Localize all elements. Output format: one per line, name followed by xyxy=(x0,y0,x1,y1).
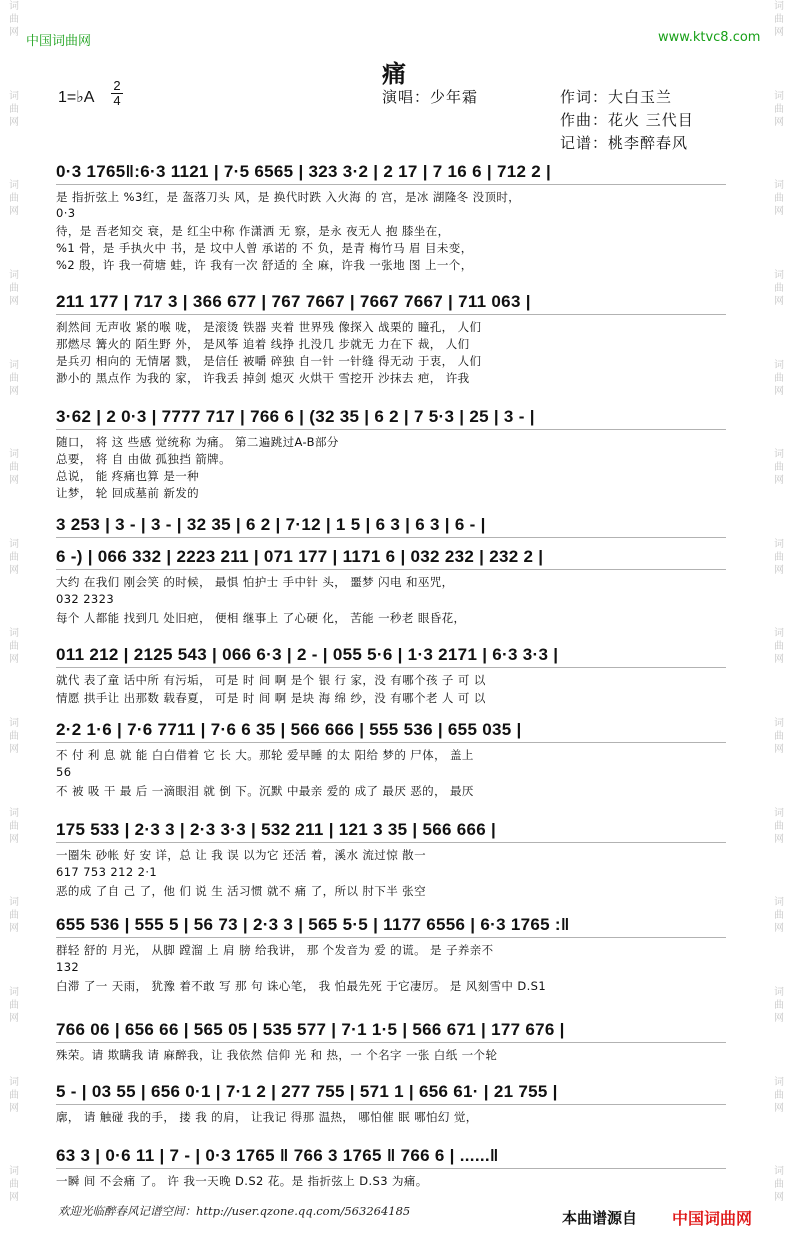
lyric-line: 渺小的 黑点作 为我的 家， 许我丢 掉剑 熄灭 火烘干 雪挖开 沙抹去 疤， 许我 xyxy=(56,371,470,385)
underline-beam xyxy=(56,537,726,538)
notation-row: 63 3 | 0·6 11 | 7 - | 0·3 1765 ‖ 766 3 1765 ‖ 766 6 | ......‖ xyxy=(56,1146,499,1165)
key-signature: 1=♭A xyxy=(58,89,95,106)
notation-row: 011 212 | 2125 543 | 066 6·3 | 2 - | 055 5·6 | 1·3 2171 | 6·3 3·3 | xyxy=(56,645,559,664)
watermark-char: 词 xyxy=(774,628,784,640)
watermark-char: 网 xyxy=(9,295,19,307)
underline-beam xyxy=(56,1042,726,1043)
song-title: 痛 xyxy=(382,59,406,88)
lyric-line: 56 xyxy=(56,765,72,779)
watermark-char: 词 xyxy=(774,1,784,12)
watermark-char: 曲 xyxy=(9,462,19,474)
watermark-char: 曲 xyxy=(9,641,19,653)
notation-row: 3 253 | 3 - | 3 - | 32 35 | 6 2 | 7·12 | 1 5 | 6 3 | 6 3 | 6 - | xyxy=(56,515,486,534)
watermark-char: 网 xyxy=(774,1013,784,1025)
watermark-char: 词 xyxy=(9,269,19,281)
watermark-char: 网 xyxy=(9,1013,19,1025)
watermark-char: 词 xyxy=(9,180,19,192)
watermark-char: 网 xyxy=(9,1102,19,1114)
watermark-char: 曲 xyxy=(9,1179,19,1191)
lyric-line: 白滞 了一 天雨， 犹豫 着不敢 写 那 句 诛心笔， 我 怕最先死 于它凄厉。 是 风刻雪中 D.S1 xyxy=(56,979,547,993)
lyric-line: 刹然间 无声收 紧的喉 咙， 是滚烫 铁器 夹着 世界残 像探入 战栗的 瞳孔， 人们 xyxy=(56,320,482,334)
watermark-char: 曲 xyxy=(774,103,784,115)
lyric-line: 情愿 拱手让 出那数 载春夏， 可是 时 间 啊 是块 海 绵 纱，没 有哪个老 人 可 以 xyxy=(56,691,486,705)
watermark-char: 曲 xyxy=(9,1000,19,1012)
watermark-char: 曲 xyxy=(9,282,19,294)
watermark-char: 曲 xyxy=(774,820,784,832)
watermark-char: 网 xyxy=(9,475,19,487)
watermark-char: 网 xyxy=(774,385,784,397)
watermark-char: 词 xyxy=(774,449,784,461)
underline-beam xyxy=(56,184,726,185)
watermark-char: 网 xyxy=(9,27,19,38)
time-sig-top: 2 xyxy=(113,78,121,93)
lyric-line: 0·3 xyxy=(56,206,76,220)
singer: 演唱：少年霜 xyxy=(382,88,479,106)
watermark-char: 曲 xyxy=(774,1179,784,1191)
watermark-char: 网 xyxy=(774,833,784,845)
watermark-char: 词 xyxy=(9,538,19,550)
watermark-char: 网 xyxy=(774,295,784,307)
watermark-char: 曲 xyxy=(774,1089,784,1101)
lyric-line: 随口， 将 这 些感 觉统称 为痛。 第二遍跳过A-B部分 xyxy=(56,435,339,449)
watermark-char: 词 xyxy=(9,897,19,909)
watermark-char: 曲 xyxy=(774,14,784,25)
notation-row: 6 -) | 066 332 | 2223 211 | 071 177 | 1171 6 | 032 232 | 232 2 | xyxy=(56,547,544,566)
watermark-char: 曲 xyxy=(774,193,784,205)
watermark-char: 曲 xyxy=(9,103,19,115)
underline-beam xyxy=(56,667,726,668)
notation-row: 2·2 1·6 | 7·6 7711 | 7·6 6 35 | 566 666 | 555 536 | 655 035 | xyxy=(56,720,522,739)
notation-row: 211 177 | 717 3 | 366 677 | 767 7667 | 7667 7667 | 711 063 | xyxy=(56,292,531,311)
right-watermark-column xyxy=(767,0,791,1255)
watermark-char: 曲 xyxy=(774,641,784,653)
lyric-line: 殊荣。请 欺瞒我 请 麻醉我，让 我依然 信仰 光 和 热，一 个名字 一张 白纸 一个轮 xyxy=(56,1048,498,1062)
lyric-line: 那燃尽 篝火的 陌生野 外， 是风筝 追着 线挣 扎没几 步就无 力在下 裁， 人们 xyxy=(56,337,470,351)
lyric-line: %2 殷，许 我一荷塘 蛙，许 我有一次 舒适的 全 麻，许我 一张地 图 上一个， xyxy=(56,258,473,272)
watermark-char: 曲 xyxy=(9,193,19,205)
watermark-char: 词 xyxy=(9,987,19,999)
lyric-line: 是兵刃 相向的 无情屠 戮， 是信任 被嚼 碎独 自一针 一针缝 得无动 于衷， 人们 xyxy=(56,354,482,368)
watermark-char: 网 xyxy=(9,385,19,397)
site-name-left: 中国词曲网 xyxy=(26,34,92,49)
watermark-char: 词 xyxy=(9,718,19,730)
watermark-char: 网 xyxy=(9,923,19,935)
lyric-line: 就代 表了童 话中所 有污垢， 可是 时 间 啊 是个 银 行 家，没 有哪个孩 子 可 以 xyxy=(56,673,486,687)
watermark-char: 网 xyxy=(774,1102,784,1114)
watermark-char: 网 xyxy=(9,1192,19,1204)
watermark-char: 曲 xyxy=(9,731,19,743)
underline-beam xyxy=(56,429,726,430)
watermark-char: 网 xyxy=(774,923,784,935)
site-url-right: www.ktvc8.com xyxy=(658,30,761,45)
lyric-line: 617 753 212 2·1 xyxy=(56,865,158,879)
watermark-char: 网 xyxy=(9,206,19,218)
watermark-char: 曲 xyxy=(774,731,784,743)
watermark-char: 网 xyxy=(9,833,19,845)
lyric-line: 恶的成 了自 己 了，他 们 说 生 活习惯 就不 痛 了，所以 肘下半 张空 xyxy=(56,884,426,898)
watermark-char: 词 xyxy=(9,359,19,371)
watermark-char: 网 xyxy=(9,744,19,756)
watermark-char: 词 xyxy=(774,897,784,909)
source-label: 本曲谱源自 xyxy=(562,1209,638,1227)
watermark-char: 词 xyxy=(774,1166,784,1178)
underline-beam xyxy=(56,569,726,570)
watermark-char: 网 xyxy=(774,744,784,756)
lyric-line: 廓， 请 触碰 我的手， 搂 我 的肩， 让我记 得那 温热， 哪怕催 眠 哪怕幻 觉， xyxy=(56,1110,478,1124)
lyric-line: 总要， 将 自 由做 孤独挡 箭牌。 xyxy=(56,452,231,466)
time-signature xyxy=(110,80,124,107)
notation-row: 5 - | 03 55 | 656 0·1 | 7·1 2 | 277 755 | 571 1 | 656 61· | 21 755 | xyxy=(56,1082,558,1101)
watermark-char: 词 xyxy=(9,628,19,640)
watermark-char: 曲 xyxy=(9,910,19,922)
watermark-char: 网 xyxy=(774,27,784,38)
notation-row: 766 06 | 656 66 | 565 05 | 535 577 | 7·1 1·5 | 566 671 | 177 676 | xyxy=(56,1020,565,1039)
watermark-char: 网 xyxy=(9,654,19,666)
watermark-char: 曲 xyxy=(774,462,784,474)
watermark-char: 曲 xyxy=(9,820,19,832)
lyric-line: 总说， 能 疼痛也算 是一种 xyxy=(56,469,200,483)
source-site: 中国词曲网 xyxy=(672,1209,753,1228)
watermark-char: 网 xyxy=(774,206,784,218)
underline-beam xyxy=(56,937,726,938)
watermark-char: 词 xyxy=(774,987,784,999)
lyric-line: %1 骨，是 手执火中 书，是 坟中人曾 承诺的 不 负，是青 梅竹马 眉 目未变， xyxy=(56,241,473,255)
lyric-line: 032 2323 xyxy=(56,592,115,606)
notation-row: 3·62 | 2 0·3 | 7777 717 | 766 6 | (32 35 | 6 2 | 7 5·3 | 25 | 3 - | xyxy=(56,407,535,426)
underline-beam xyxy=(56,314,726,315)
watermark-char: 曲 xyxy=(774,372,784,384)
watermark-char: 曲 xyxy=(9,372,19,384)
watermark-char: 词 xyxy=(9,90,19,102)
watermark-char: 曲 xyxy=(774,1000,784,1012)
lyric-line: 每个 人都能 找到几 处旧疤， 便相 继事上 了心硬 化， 苦能 一秒老 眼昏花， xyxy=(56,611,466,625)
lyric-line: 群轻 舒的 月光， 从脚 蹚溜 上 肩 膀 给我讲， 那 个发音为 爱 的谎。 是 子养亲不 xyxy=(56,943,494,957)
underline-beam xyxy=(56,842,726,843)
watermark-char: 曲 xyxy=(774,910,784,922)
watermark-char: 曲 xyxy=(9,1089,19,1101)
watermark-char: 曲 xyxy=(774,551,784,563)
watermark-char: 网 xyxy=(774,654,784,666)
notation-row: 655 536 | 555 5 | 56 73 | 2·3 3 | 565 5·5 | 1177 6556 | 6·3 1765 :‖ xyxy=(56,915,570,934)
watermark-char: 词 xyxy=(774,90,784,102)
lyricist: 作词：大白玉兰 xyxy=(560,88,673,106)
lyric-line: 不 付 利 息 就 能 白白借着 它 长 大。那轮 爱早睡 的太 阳给 梦的 尸体， 盖上 xyxy=(56,748,474,762)
watermark-char: 词 xyxy=(774,359,784,371)
lyric-line: 不 被 吸 干 最 后 一滴眼泪 就 倒 下。沉默 中最亲 爱的 成了 最厌 恶的， 最厌 xyxy=(56,784,474,798)
underline-beam xyxy=(56,1168,726,1169)
composer: 作曲：花火 三代目 xyxy=(560,111,694,129)
lyric-line: 一圈朱 砂帐 好 安 详，总 让 我 误 以为它 还活 着，溪水 流过惊 散一 xyxy=(56,848,426,862)
notation-row: 175 533 | 2·3 3 | 2·3 3·3 | 532 211 | 121 3 35 | 566 666 | xyxy=(56,820,497,839)
watermark-char: 词 xyxy=(774,807,784,819)
lyric-line: 一瞬 间 不会痛 了。 许 我一天晚 D.S2 花。是 指折弦上 D.S3 为痛。 xyxy=(56,1174,428,1188)
watermark-char: 网 xyxy=(9,116,19,128)
welcome-note: 欢迎光临醉春风记谱空间：http://user.qzone.qq.com/563264185 xyxy=(58,1204,411,1218)
watermark-char: 词 xyxy=(774,269,784,281)
watermark-char: 词 xyxy=(774,1076,784,1088)
watermark-char: 词 xyxy=(9,1,19,12)
watermark-char: 词 xyxy=(774,538,784,550)
left-watermark-column xyxy=(2,0,26,1255)
time-sig-bottom: 4 xyxy=(113,93,121,108)
watermark-char: 网 xyxy=(9,564,19,576)
watermark-char: 网 xyxy=(774,475,784,487)
watermark-char: 曲 xyxy=(774,282,784,294)
lyric-line: 待，是 吾老知交 衰，是 红尘中称 作潇洒 无 察，是永 夜无人 抱 膝坐在， xyxy=(56,224,450,238)
watermark-char: 词 xyxy=(774,180,784,192)
watermark-char: 词 xyxy=(9,449,19,461)
lyric-line: 大约 在我们 刚会笑 的时候， 最惧 怕护士 手中针 头， 噩梦 闪电 和巫咒， xyxy=(56,575,454,589)
transcriber: 记谱：桃李醉春风 xyxy=(560,134,689,152)
watermark-char: 词 xyxy=(9,1076,19,1088)
underline-beam xyxy=(56,1104,726,1105)
underline-beam xyxy=(56,742,726,743)
watermark-char: 网 xyxy=(774,564,784,576)
watermark-char: 网 xyxy=(774,1192,784,1204)
lyric-line: 132 xyxy=(56,960,80,974)
lyric-line: 让梦， 轮 回成墓前 新发的 xyxy=(56,486,200,500)
watermark-char: 词 xyxy=(9,1166,19,1178)
watermark-char: 曲 xyxy=(9,14,19,25)
notation-row: 0·3 1765‖:6·3 1121 | 7·5 6565 | 323 3·2 | 2 17 | 7 16 6 | 712 2 | xyxy=(56,162,552,181)
watermark-char: 词 xyxy=(9,807,19,819)
lyric-line: 是 指折弦上 %3红，是 盔落刀头 风，是 换代时跌 入火海 的 宫，是冰 湖隆冬 没顶时， xyxy=(56,190,521,204)
watermark-char: 词 xyxy=(774,718,784,730)
watermark-char: 网 xyxy=(774,116,784,128)
watermark-char: 曲 xyxy=(9,551,19,563)
